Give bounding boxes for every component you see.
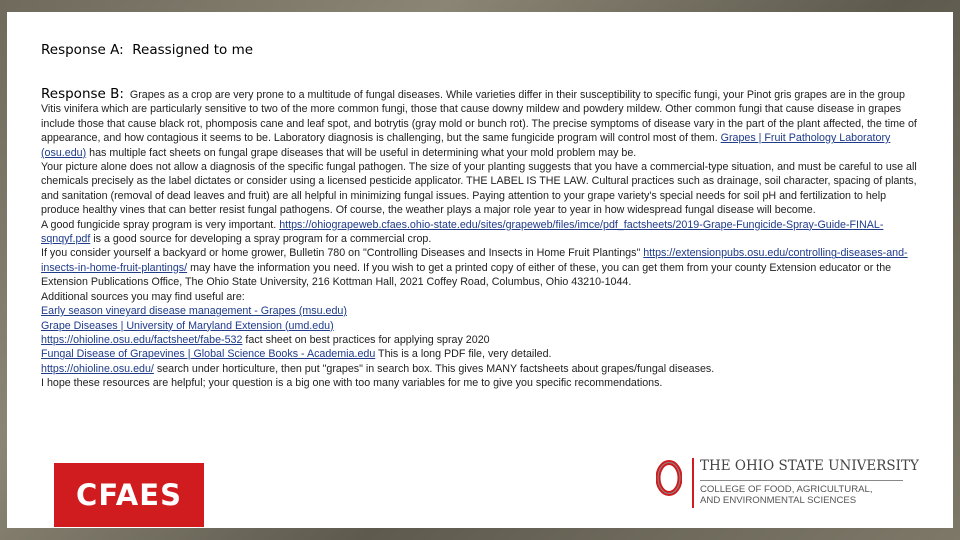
paragraph-text: This is a long PDF file, very detailed. xyxy=(375,348,552,361)
paragraph-text: is a good source for developing a spray program for a commercial crop. xyxy=(90,233,432,246)
response-a-label: Response A: xyxy=(41,42,124,58)
source-5 xyxy=(41,362,921,376)
paragraph-6: I hope these resources are helpful; your question is a big one with too many variables for me to give you specific recommendations. xyxy=(41,377,663,390)
osu-name: THE OHIO STATE UNIVERSITY xyxy=(700,458,919,474)
response-b xyxy=(41,87,921,391)
cfaes-logo: CFAES xyxy=(54,463,204,527)
block-o-icon xyxy=(656,460,682,496)
paragraph-5: Additional sources you may find useful are: xyxy=(41,290,245,303)
paragraph-1 xyxy=(41,87,921,160)
fabe-532-link[interactable]: https://ohioline.osu.edu/factsheet/fabe-532 xyxy=(41,333,243,346)
paragraph-text: If you consider yourself a backyard or home grower, Bulletin 780 on "Controlling Diseases and Insects in Home Fruit Plantings" xyxy=(41,247,644,260)
paragraph-2: Your picture alone does not allow a diagnosis of the specific fungal pathogen. The size of your planting suggests that you have a commercial-type situation, and must be careful to use all chemicals precisely as the label dictates or consider using a licensed pesticide applicator. THE LABEL IS THE LAW. Cultural practices such as drainage, soil character, spacing of plants, and sanitation (removal of dead leaves and fruit) are all helpful in minimizing fungal issues. Paying attention to your grape variety's special needs for soil pH and fertilization to help produce healthy vines that can better resist fungal pathogens. Of course, the weather plays a major role year to year in how widespread fungal disease will become. xyxy=(41,161,917,217)
divider xyxy=(700,480,903,481)
msu-link[interactable]: Early season vineyard disease management - Grapes (msu.edu) xyxy=(41,305,347,318)
academia-link[interactable]: Fungal Disease of Grapevines | Global Science Books - Academia.edu xyxy=(41,348,376,361)
college-line-2: AND ENVIRONMENTAL SCIENCES xyxy=(700,495,857,506)
paragraph-text: fact sheet on best practices for applying spray 2020 xyxy=(242,333,490,346)
osu-logo-block xyxy=(656,458,919,518)
paragraph-text: search under horticulture, then put "grapes" in search box. This gives MANY factsheets about grapes/fungal diseases. xyxy=(153,362,715,375)
paragraph-3 xyxy=(41,218,921,247)
college-line-1: COLLEGE OF FOOD, AGRICULTURAL, xyxy=(700,484,873,495)
response-a xyxy=(41,42,253,58)
bulletin-780-link[interactable]: https://extensionpubs.osu.edu/controlling-diseases-and-insects-in-home-fruit-plantings/ xyxy=(41,247,908,274)
source-3 xyxy=(41,333,921,347)
source-4 xyxy=(41,347,921,361)
spray-guide-link[interactable]: https://ohiograpeweb.cfaes.ohio-state.edu/sites/grapeweb/files/imce/pdf_factsheets/2019-Grape-Fungicide-Spray-Guide-FINAL-sqnqyf.pdf xyxy=(41,218,884,246)
response-b-label: Response B: xyxy=(41,86,124,102)
paragraph-text: may have the information you need. If you wish to get a printed copy of either of these, you can get them from your county Extension educator or the Extension Publications Office, The Ohio State University, 216 Kottman Hall, 2021 Coffey Road, Columbus, Ohio 43210-1044. xyxy=(41,261,892,289)
college-name xyxy=(700,484,873,506)
slide xyxy=(7,12,953,528)
response-a-text: Reassigned to me xyxy=(132,42,254,58)
source-2 xyxy=(41,319,921,333)
paragraph-4 xyxy=(41,246,921,289)
fruit-pathology-link[interactable]: Grapes | Fruit Pathology Laboratory (osu.edu) xyxy=(41,132,891,159)
paragraph-text: Grapes as a crop are very prone to a multitude of fungal diseases. While varieties differ in their susceptibility to specific fungi, your Pinot gris grapes are in the group Vitis vinifera which are particularly sensitive to two of the more common fungi, those that cause downy mildew and powdery mildew. Other common fungi that cause disease in grapes include those that cause black rot, phomposis cane and leaf spot, and botrytis (gray mold or bunch rot). The precise symptoms of disease vary in the part of the plant affected, the time of appearance, and how contagious it seems to be. Laboratory diagnosis is challenging, but the same fungicide program will control most of them. xyxy=(41,89,917,145)
ohioline-link[interactable]: https://ohioline.osu.edu/ xyxy=(41,362,154,375)
divider xyxy=(692,458,694,508)
paragraph-text: has multiple fact sheets on fungal grape diseases that will be useful in determining what your mold problem may be. xyxy=(86,146,637,159)
umd-link[interactable]: Grape Diseases | University of Maryland Extension (umd.edu) xyxy=(41,319,334,332)
paragraph-text: A good fungicide spray program is very important. xyxy=(41,218,280,231)
source-1 xyxy=(41,304,921,318)
